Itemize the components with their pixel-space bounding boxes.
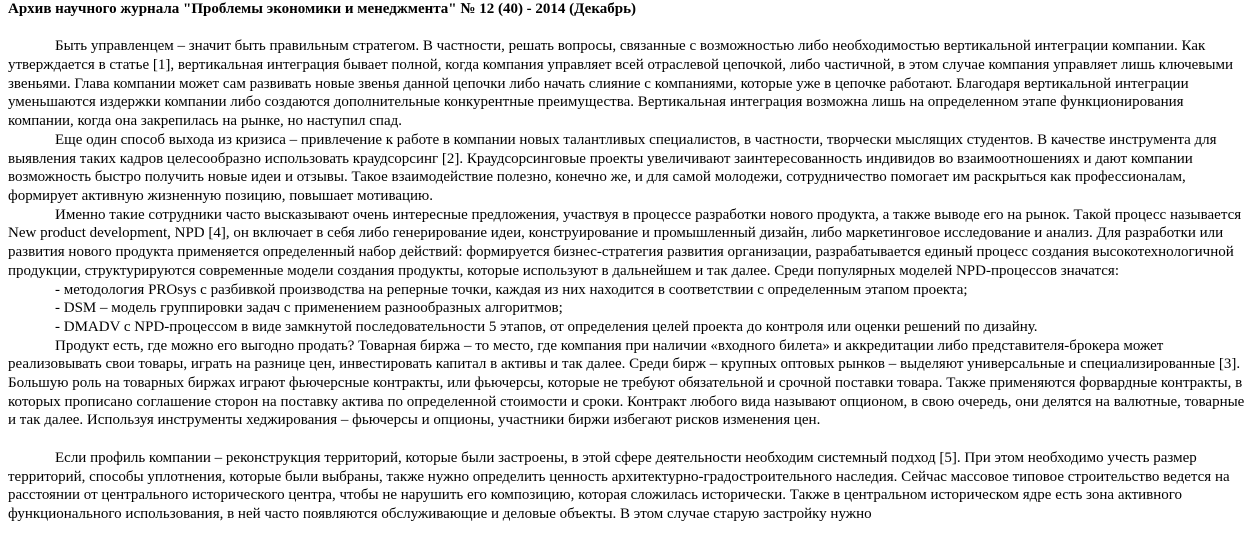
npd-models-list [8,281,1250,337]
paragraph-crowdsourcing: Еще один способ выхода из кризиса – привлечение к работе в компании новых талантливых специалистов, в частности, творчески мыслящих студентов. В качестве инструмента для выявления таких кадров целесообразно использовать краудсорсинг [2]. Краудсорсинговые проекты увеличивают заинтересованность индивидов во взаимоотношениях и дают компании возможность быстро получить новые идеи и отзывы. Такое взаимодействие полезно, конечно же, и для самой молодежи, сотрудничество помогает им раскрыться как профессионалам, формирует активную жизненную позицию, повышает мотивацию. [8,131,1217,204]
paragraph-vertical-integration: Быть управленцем – значит быть правильным стратегом. В частности, решать вопросы, связанные с возможностью либо необходимостью вертикальной интеграции компании. Как утверждается в статье [1], вертикальная интеграция бывает полной, когда компания управляет всей отраслевой цепочкой, либо частичной, в этом случае компания управляет лишь ключевыми звеньями. Глава компании может сам развивать новые звенья данной цепочки либо начать слияние с компаниями, которые уже в цепочке работают. Благодаря вертикальной интеграции уменьшаются издержки компании либо создаются дополнительные конкурентные преимущества. Вертикальная интеграция возможна лишь на определенном этапе функционирования компании, когда она закрепилась на рынке, но наступил спад. [8,38,1233,130]
list-item: - DMADV с NPD-процессом в виде замкнутой последовательности 5 этапов, от определения целей проекта до контроля или оценки решений по дизайну. [55,318,1038,335]
paragraph-npd: Именно такие сотрудники часто высказывают очень интересные предложения, участвуя в процессе разработки нового продукта, а также выводе его на рынок. Такой процесс называется New product development, NPD [4], он включает в себя либо генерирование идеи, конструирование и промышленный дизайн, либо маркетинговое исследование и анализ. Для разработки или развития нового продукта применяется определенный набор действий: формируется бизнес-стратегия развития организации, разрабатывается единый процесс создания высокотехнологичной продукции, структурируются современные модели создания продукты, которые используют в дальнейшем и так далее. Среди популярных моделей NPD-процессов значатся: [8,206,1242,279]
spacer [8,19,1250,38]
spacer [8,430,1250,449]
paragraph-reconstruction: Если профиль компании – реконструкция территорий, которые были застроены, в этой сфере деятельности необходим системный подход [5]. При этом необходимо учесть размер территорий, способы уплотнения, которые были выбраны, также нужно определить ценность архитектурно-градостроительного наследия. Сейчас массовое типовое строительство ведется на расстоянии от центрального исторического центра, чтобы не нарушить его композицию, которая сложилась исторически. Также в центральном историческом ядре есть зона активного функционального использования, в ней часто появляются обслуживающие и деловые объекты. В этом случае старую застройку нужно [8,449,1230,522]
journal-archive-title: Архив научного журнала "Проблемы экономики и менеджмента" № 12 (40) - 2014 (Декабрь) [8,1,637,17]
paragraph-commodity-exchange: Продукт есть, где можно его выгодно продать? Товарная биржа – то место, где компания при наличии «входного билета» и аккредитации либо представителя-брокера может реализовывать свои товары, играть на разнице цен, инвестировать капитал в активы и так далее. Среди бирж – крупных оптовых рынков – выделяют универсальные и специализированные [3]. Большую роль на товарных биржах играют фьючерсные контракты, или фьючерсы, которые не требуют обязательной и срочной поставки товара. Также применяются форвардные контракты, в которых прописано соглашение сторон на поставку актива по определенной стоимости и сроки. Контракт любого вида называют опционом, в свою очередь, они делятся на валютные, товарные и так далее. Используя инструменты хеджирования – фьючерсы и опционы, участники биржи избегают рисков изменения цен. [8,337,1245,429]
article-page [8,0,1250,524]
list-item: - DSM – модель группировки задач с применением разнообразных алгоритмов; [55,300,563,317]
list-item: - методология PROsys с разбивкой производства на реперные точки, каждая из них находится в соответствии с определенным этапом проекта; [55,281,968,298]
